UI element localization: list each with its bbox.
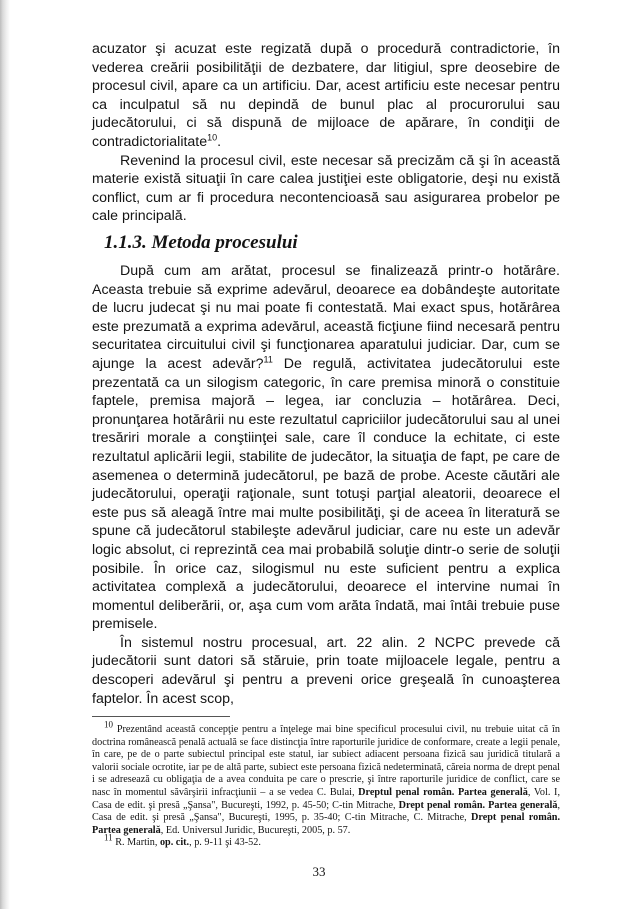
body-text-main bbox=[92, 262, 560, 708]
footnote-text: , Ed. Universul Juridic, Bucureşti, 2005, p. 57. bbox=[160, 824, 351, 836]
section-heading: 1.1.3. Metoda procesului bbox=[104, 232, 298, 253]
footnote-title: Dreptul penal român. Partea generală bbox=[358, 786, 528, 798]
footnote-text: , p. 9-11 şi 43-52. bbox=[189, 837, 261, 849]
footnote-title: Drept penal român. Partea generală bbox=[92, 812, 560, 836]
footnote-number: 10 bbox=[104, 719, 113, 730]
paragraph-text: acuzator şi acuzat este regizată după o procedură contradictorie, în vederea creării posibilităţii de dezbatere, dar litigiul, spre deosebire de procesul civil, apare ca un artificiu. Dar, acest artificiu este necesar pentru ca inculpatul să nu depindă de bunul plac al procurorului sau judecătorului, ci să dispună de mijloace de apărare, în condiţii de contradictorialitate bbox=[92, 41, 560, 150]
paragraph-ncpc: În sistemul nostru procesual, art. 22 alin. 2 NCPC prevede că judecătorii sunt datori să stăruie, prin toate mijloacele legale, pentru a descoperi adevărul şi pentru a preveni orice greşeală în cunoaşterea faptelor. În acest scop, bbox=[92, 634, 560, 707]
footnote-number: 11 bbox=[104, 832, 113, 843]
paragraph-continuation bbox=[92, 40, 560, 152]
footnote-11 bbox=[92, 832, 560, 850]
footnote-text: R. Martin, bbox=[112, 837, 160, 849]
footnote-title: Drept penal român. Partea generală bbox=[398, 799, 558, 811]
paragraph-text: De regulă, activitatea judecătorului este prezentată ca un silogism categoric, în care premisa minoră o constituie faptele, premisa majoră – legea, iar concluzia – hotărârea. Deci, pronunţarea hotărârii nu este rezultatul capriciilor judecătorului sau al unei tresăriri morale a conştiinţei sale, care îl conduce la echitate, ci este rezultatul aplicării legii, stabilite de judecător, la situaţia de fapt, pe care de asemenea o determină judecătorul, pe bază de probe. Aceste căutări ale judecătorului, operaţii raţionale, sunt totuşi parţial aleatorii, deoarece el este pus să aleagă între mai multe posibilităţi, şi de aceea în literatură se spune că judecătorul stabileşte adevărul judiciar, care nu este un adevăr logic absolut, ci reprezintă cea mai probabilă soluţie dintr-o serie de soluţii posibile. În orice caz, silogismul nu este suficient pentru a explica activitatea complexă a judecătorului, deoarece el intervine numai în momentul deliberării, or, aşa cum vom arăta îndată, mai întâi trebuie puse premisele. bbox=[92, 355, 560, 633]
paragraph-civil-process: Revenind la procesul civil, este necesar să precizăm că şi în această materie există situaţii în care calea justiţiei este obligatorie, deşi nu există conflict, cum ar fi procedura necontencioasă sau asigurarea probelor pe cale principală. bbox=[92, 152, 560, 225]
footnote-ref-11[interactable]: 11 bbox=[263, 354, 273, 365]
paragraph-text: După cum am arătat, procesul se finalizează printr-o hotărâre. Aceasta trebuie să exprime adevărul, deoarece ea dobândeşte autoritate de lucru judecat şi nu mai poate fi contestată. Mai exact spus, hotărârea este prezumată a exprima adevărul, această ficţiune fiind necesară pentru securitatea circuitului civil şi funcţionarea aparatului judiciar. Dar, cum se ajunge la acest adevăr? bbox=[92, 263, 560, 372]
footnote-text: , Vol. I, Casa de edit. şi presă „Şansa", Bucureşti, 1992, p. 45-50; C-tin Mitrache, bbox=[92, 786, 560, 811]
paragraph-end: . bbox=[217, 133, 222, 150]
footnote-text: , Casa de edit. şi presă „Şansa", Bucureşti, 1995, p. 35-40; C-tin Mitrache, C. Mitrache, bbox=[92, 799, 560, 824]
footnotes bbox=[92, 719, 560, 850]
footnote-10 bbox=[92, 719, 560, 837]
scan-edge-shadow bbox=[0, 0, 10, 909]
footnote-op-cit: op. cit. bbox=[159, 837, 190, 849]
paragraph-method bbox=[92, 262, 560, 634]
footnote-ref-10[interactable]: 10 bbox=[207, 132, 218, 143]
footnote-text: Prezentând această concepţie pentru a înţelege mai bine specificul procesului civil, nu trebuie uitat că în doctrina românească penală actuală se face distincţia între raporturile juridice de conformare, create a legii penale, în care, pe de o parte subiectul principal este statul, iar subiect adiacent persoana fizică sau juridică titulară a valorii sociale ocrotite, iar pe de altă parte, subiect este persoana fizică nedeterminată, căreia norma de drept penal i se adresează cu obligaţia de a avea conduita pe care o prescrie, şi între raporturile juridice de conflict, care se nasc în momentul săvârşirii infracţiunii – a se vedea C. Bulai, bbox=[92, 724, 560, 798]
body-text-top bbox=[92, 40, 560, 226]
footnote-separator bbox=[92, 716, 230, 717]
page-number: 33 bbox=[312, 864, 326, 879]
